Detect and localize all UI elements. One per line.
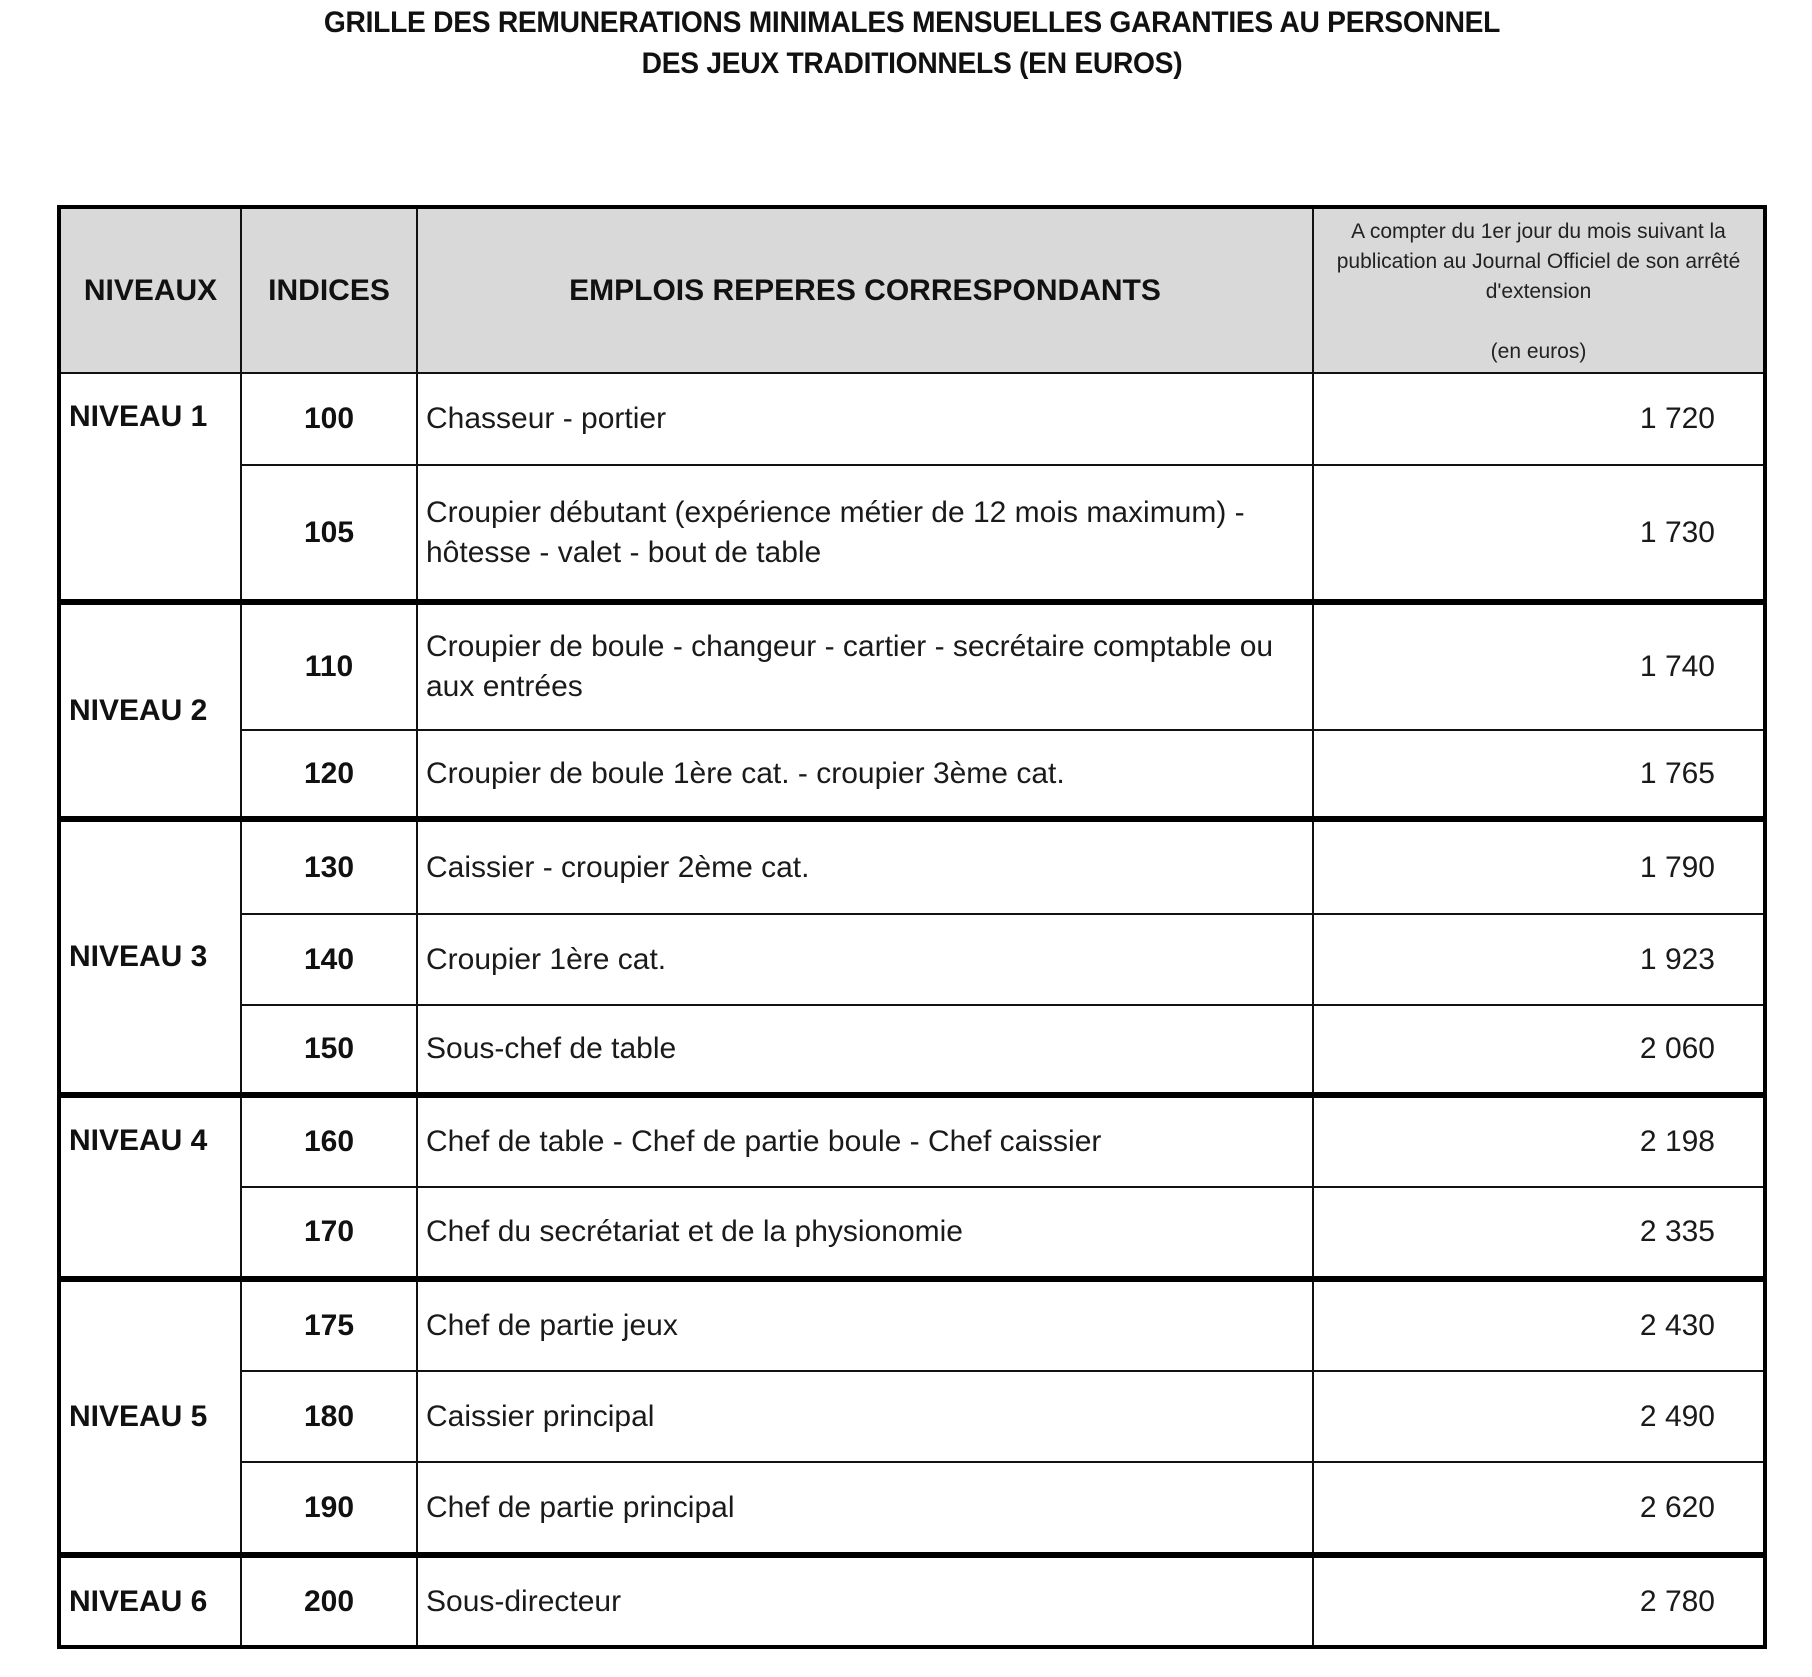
salaire-cell: 1 765	[1313, 730, 1765, 819]
indice-cell: 200	[241, 1555, 417, 1647]
table-row	[59, 1279, 1765, 1371]
salaire-cell: 2 620	[1313, 1462, 1765, 1555]
table-row	[59, 1005, 1765, 1095]
table-row	[59, 1462, 1765, 1555]
niveau-cell: NIVEAU 3	[59, 819, 241, 1095]
emploi-cell: Chef du secrétariat et de la physionomie	[417, 1187, 1313, 1279]
salaire-cell: 1 923	[1313, 914, 1765, 1005]
title-line-1: GRILLE DES REMUNERATIONS MINIMALES MENSUELLES GARANTIES AU PERSONNEL	[323, 6, 1501, 39]
niveau-cell: NIVEAU 1	[59, 373, 241, 602]
emploi-cell: Chasseur - portier	[417, 373, 1313, 465]
table-row	[59, 1371, 1765, 1462]
emploi-cell: Caissier - croupier 2ème cat.	[417, 819, 1313, 914]
emploi-cell: Croupier de boule 1ère cat. - croupier 3ème cat.	[417, 730, 1313, 819]
indice-cell: 175	[241, 1279, 417, 1371]
table-row	[59, 1187, 1765, 1279]
header-row	[59, 207, 1765, 373]
indice-cell: 180	[241, 1371, 417, 1462]
emploi-cell: Croupier de boule - changeur - cartier - secrétaire comptable ou aux entrées	[417, 602, 1313, 730]
emploi-cell: Sous-directeur	[417, 1555, 1313, 1647]
salaire-cell: 2 060	[1313, 1005, 1765, 1095]
table-row	[59, 819, 1765, 914]
salaire-cell: 1 720	[1313, 373, 1765, 465]
salaire-cell: 2 335	[1313, 1187, 1765, 1279]
indice-cell: 105	[241, 465, 417, 602]
niveau-cell: NIVEAU 4	[59, 1095, 241, 1279]
emploi-cell: Croupier 1ère cat.	[417, 914, 1313, 1005]
header-emplois: EMPLOIS REPERES CORRESPONDANTS	[417, 207, 1313, 373]
table-row	[59, 373, 1765, 465]
salaire-cell: 1 740	[1313, 602, 1765, 730]
niveau-cell: NIVEAU 5	[59, 1279, 241, 1555]
indice-cell: 100	[241, 373, 417, 465]
indice-cell: 160	[241, 1095, 417, 1187]
emploi-cell: Chef de table - Chef de partie boule - Chef caissier	[417, 1095, 1313, 1187]
emploi-cell: Sous-chef de table	[417, 1005, 1313, 1095]
header-date-main: A compter du 1er jour du mois suivant la publication au Journal Officiel de son arrêté d'extension	[1336, 220, 1741, 303]
indice-cell: 170	[241, 1187, 417, 1279]
indice-cell: 190	[241, 1462, 417, 1555]
indice-cell: 140	[241, 914, 417, 1005]
table-row	[59, 914, 1765, 1005]
salary-grid-table	[57, 205, 1767, 1649]
salaire-cell: 2 780	[1313, 1555, 1765, 1647]
table-row	[59, 602, 1765, 730]
header-indices: INDICES	[241, 207, 417, 373]
salaire-cell: 1 730	[1313, 465, 1765, 602]
emploi-cell: Croupier débutant (expérience métier de 12 mois maximum) - hôtesse - valet - bout de table	[417, 465, 1313, 602]
table-row	[59, 465, 1765, 602]
emploi-cell: Chef de partie principal	[417, 1462, 1313, 1555]
indice-cell: 130	[241, 819, 417, 914]
salaire-cell: 1 790	[1313, 819, 1765, 914]
emploi-cell: Chef de partie jeux	[417, 1279, 1313, 1371]
table-row	[59, 730, 1765, 819]
salaire-cell: 2 198	[1313, 1095, 1765, 1187]
header-date-unit: (en euros)	[1490, 340, 1587, 363]
emploi-cell: Caissier principal	[417, 1371, 1313, 1462]
indice-cell: 120	[241, 730, 417, 819]
table-row	[59, 1095, 1765, 1187]
indice-cell: 110	[241, 602, 417, 730]
salaire-cell: 2 430	[1313, 1279, 1765, 1371]
header-niveaux: NIVEAUX	[59, 207, 241, 373]
table-row	[59, 1555, 1765, 1647]
document-title	[55, 2, 1770, 84]
header-date	[1313, 207, 1765, 373]
title-line-2: DES JEUX TRADITIONNELS (EN EUROS)	[641, 47, 1183, 80]
indice-cell: 150	[241, 1005, 417, 1095]
salaire-cell: 2 490	[1313, 1371, 1765, 1462]
niveau-cell: NIVEAU 6	[59, 1555, 241, 1647]
niveau-cell: NIVEAU 2	[59, 602, 241, 819]
